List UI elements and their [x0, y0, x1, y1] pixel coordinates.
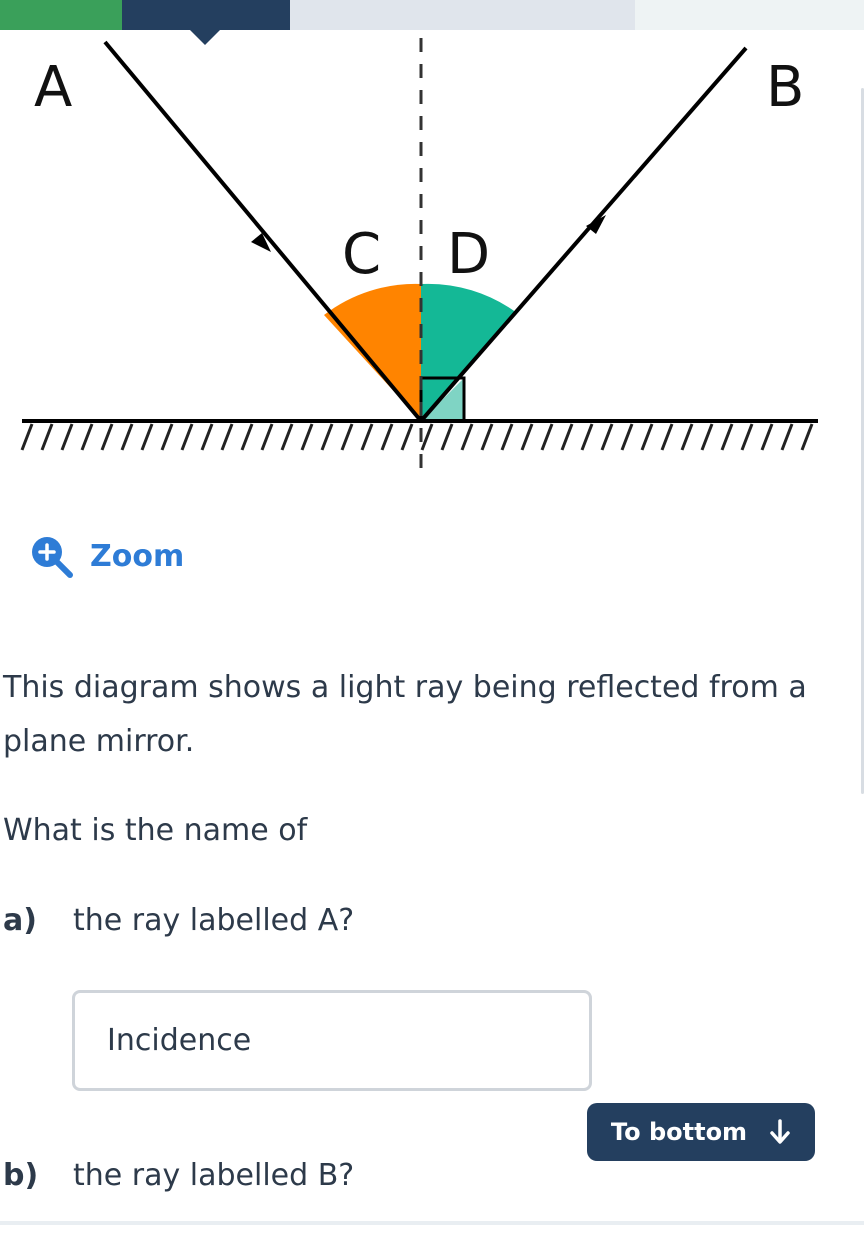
to-bottom-label: To bottom: [610, 1118, 748, 1146]
part-a-letter: a): [3, 903, 37, 938]
progress-segment-4[interactable]: [635, 0, 864, 30]
angle-d-sector: [421, 284, 517, 421]
zoom-in-icon: [28, 533, 74, 579]
question-part-b: [3, 1158, 354, 1193]
part-a-text: the ray labelled A?: [73, 903, 355, 938]
question-part-a: [3, 903, 354, 938]
progress-segment-1[interactable]: [0, 0, 122, 30]
part-b-text: the ray labelled B?: [73, 1158, 355, 1193]
progress-segment-3[interactable]: [290, 0, 635, 30]
reflection-diagram: [0, 30, 864, 470]
label-d: D: [447, 222, 491, 287]
mirror-hatching: [22, 424, 812, 450]
bottom-divider: [0, 1221, 864, 1225]
label-c: C: [342, 222, 382, 287]
part-b-letter: b): [3, 1158, 39, 1193]
question-intro: This diagram shows a light ray being reflected from a plane mirror.: [3, 670, 807, 759]
answer-a-box: [72, 990, 592, 1091]
answer-a-input[interactable]: [75, 993, 589, 1088]
to-bottom-button[interactable]: [587, 1103, 815, 1161]
question-stem: What is the name of: [3, 813, 308, 848]
progress-segment-2-current[interactable]: [122, 0, 290, 30]
zoom-label: Zoom: [90, 538, 185, 574]
label-a: A: [34, 55, 73, 120]
arrow-down-icon: [769, 1119, 791, 1145]
label-b: B: [766, 55, 805, 120]
progress-bar: [0, 0, 864, 30]
zoom-button[interactable]: [28, 533, 184, 579]
